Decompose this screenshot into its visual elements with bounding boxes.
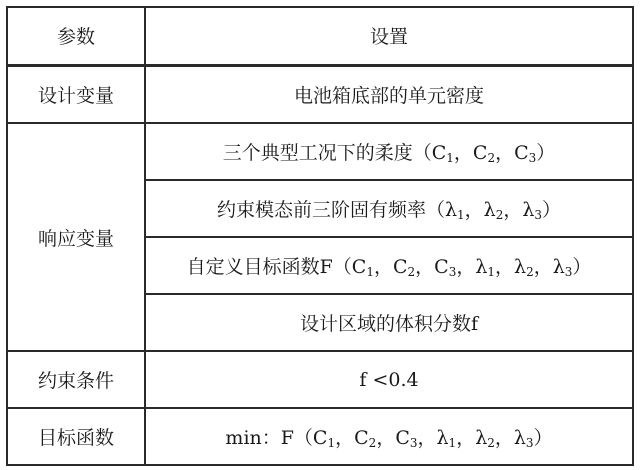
- constraint-row: [7, 351, 633, 408]
- header-param-cell: 参数: [7, 7, 145, 65]
- compliance-response-value: 三个典型工况下的柔度（$C_1$，$C_2$，$C_3$）: [145, 123, 633, 180]
- frequency-response-value: 约束模态前三阶固有频率（$\lambda_1$，$\lambda_2$，$\lambda_3$）: [145, 180, 633, 237]
- parameter-settings-table: [6, 6, 634, 466]
- objective-label: 目标函数: [7, 408, 145, 465]
- objective-row: [7, 408, 633, 465]
- response-variable-label: 响应变量: [7, 123, 145, 351]
- header-setting-cell: 设置: [145, 7, 633, 65]
- constraint-value: f <0.4: [145, 351, 633, 408]
- custom-objective-response-value: 自定义目标函数$F(C_1$，$C_2$，$C_3$，$\lambda_1$，$\lambda_2$，$\lambda_3$）: [145, 237, 633, 294]
- volume-fraction-response-value: 设计区域的体积分数f: [145, 294, 633, 351]
- design-variable-label: 设计变量: [7, 65, 145, 123]
- header-row: [7, 7, 633, 65]
- constraint-label: 约束条件: [7, 351, 145, 408]
- design-variable-value: 电池箱底部的单元密度: [145, 65, 633, 123]
- design-variable-row: [7, 65, 633, 123]
- objective-value: min：$F(C_1$，$C_2$，$C_3$，$\lambda_1$，$\lambda_2$，$\lambda_3$）: [145, 408, 633, 465]
- response-variable-row-compliance: [7, 123, 633, 180]
